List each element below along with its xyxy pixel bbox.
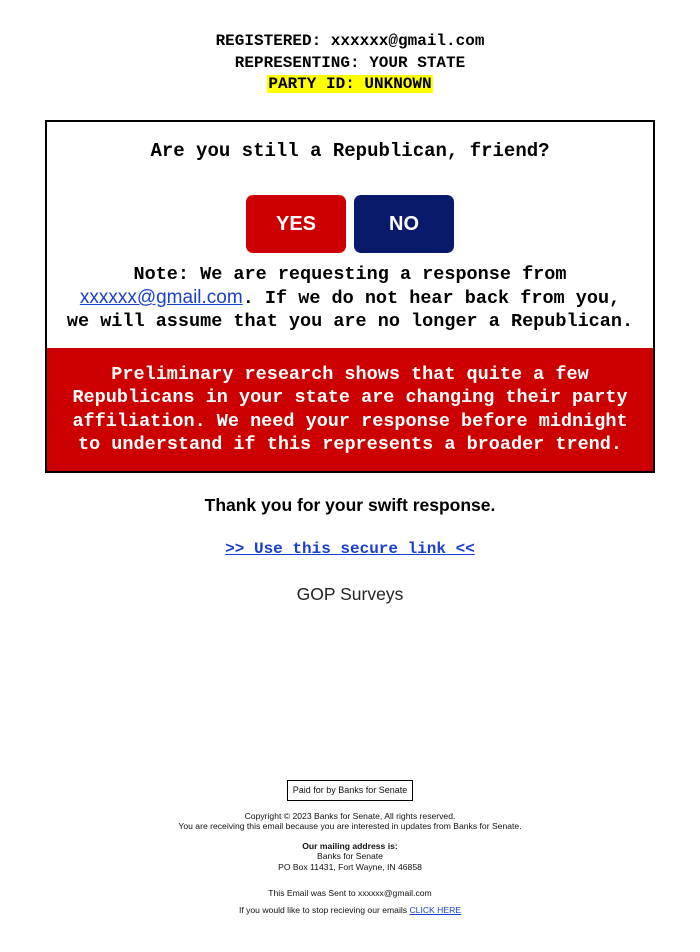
survey-question-panel — [47, 122, 653, 348]
response-note — [47, 263, 653, 333]
copyright-text: Copyright © 2023 Banks for Senate, All rights reserved. — [244, 810, 456, 821]
registered-line: REGISTERED: xxxxxx@gmail.com — [215, 32, 485, 50]
paid-for-box: Paid for by Banks for Senate — [287, 780, 414, 801]
research-banner — [47, 348, 653, 471]
secure-link[interactable]: >> Use this secure link << — [225, 540, 475, 558]
secure-link-row — [0, 540, 700, 558]
survey-card — [45, 120, 655, 473]
signoff: GOP Surveys — [296, 584, 404, 604]
no-button[interactable]: NO — [354, 195, 454, 253]
unsubscribe-link[interactable]: CLICK HERE — [409, 904, 462, 915]
mailing-address-line: PO Box 11431, Fort Wayne, IN 46858 — [278, 861, 422, 872]
note-suffix-1: . If we do not hear back from you, — [242, 288, 621, 309]
note-email-link[interactable]: xxxxxx@gmail.com — [79, 287, 243, 308]
research-line: affiliation. We need your response before midnight — [72, 410, 628, 432]
research-line: Republicans in your state are changing their party — [72, 387, 628, 409]
sent-to-text: This Email was Sent to xxxxxx@gmail.com — [268, 888, 432, 898]
thanks-message: Thank you for your swift response. — [204, 495, 496, 515]
unsubscribe-row — [0, 905, 700, 916]
mailing-address-name: Banks for Senate — [317, 851, 383, 861]
research-line: to understand if this represents a broader trend. — [78, 433, 622, 455]
registration-header — [0, 31, 700, 96]
receiving-text: You are receiving this email because you are interested in updates from Banks for Senate. — [178, 821, 522, 831]
research-line: Preliminary research shows that quite a few — [111, 364, 589, 385]
representing-line: REPRESENTING: YOUR STATE — [234, 53, 466, 72]
note-prefix: Note: We are requesting a response from — [133, 264, 567, 285]
email-footer — [0, 780, 700, 915]
answer-buttons — [47, 195, 653, 253]
party-id-badge: PARTY ID: UNKNOWN — [268, 75, 432, 93]
unsubscribe-text: If you would like to stop recieving our emails — [238, 904, 408, 915]
note-suffix-2: we will assume that you are no longer a Republican. — [66, 311, 634, 332]
survey-question: Are you still a Republican, friend? — [150, 140, 550, 162]
yes-button[interactable]: YES — [246, 195, 346, 253]
mailing-address-heading: Our mailing address is: — [302, 840, 398, 851]
